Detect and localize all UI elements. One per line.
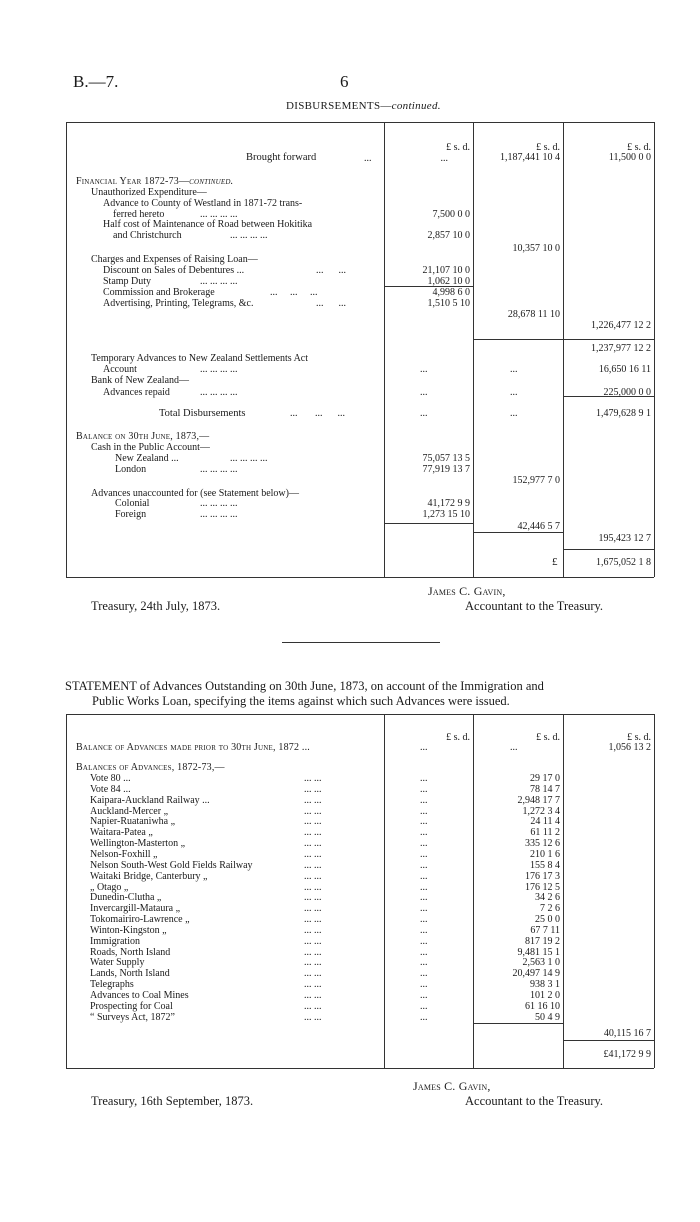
leader-dots: ... [420, 914, 428, 925]
leader-dots: ... ... ... [290, 408, 345, 419]
advance-item-value: 335 12 6 [525, 838, 560, 849]
advance-item-value: 210 1 6 [530, 849, 560, 860]
advance-item-label: Vote 84 ... [90, 784, 131, 795]
advance-item-value: 29 17 0 [530, 773, 560, 784]
charge-label: Commission and Brokerage [103, 287, 215, 298]
balance-total: 195,423 12 7 [598, 533, 651, 544]
cash-total: 152,977 7 0 [512, 475, 560, 486]
nz-value: 75,057 13 5 [422, 453, 470, 464]
advance-item-value: 101 2 0 [530, 990, 560, 1001]
leader-dots: ... ... [304, 990, 322, 1001]
bnz-label: Advances repaid [103, 387, 170, 398]
advance-item-value: 20,497 14 9 [512, 968, 560, 979]
advance-item-label: Immigration [90, 936, 140, 947]
unauthorized-total: 10,357 10 0 [512, 243, 560, 254]
london-label: London [115, 464, 147, 475]
foreign-value: 1,273 15 10 [422, 509, 470, 520]
advance-item-label: Dunedin-Clutha „ [90, 892, 162, 903]
subtotal-2: 1,237,977 12 2 [591, 343, 651, 354]
westland-label-2: ferred hereto [113, 209, 165, 220]
leader-dots: ... ... ... ... [200, 387, 238, 398]
leader-dots: ... [420, 936, 428, 947]
advance-item-label: Vote 80 ... [90, 773, 131, 784]
leader-dots: ... ... [316, 265, 346, 276]
advance-item-value: 817 19 2 [525, 936, 560, 947]
leader-dots: ... [510, 408, 518, 419]
leader-dots: ... ... [304, 816, 322, 827]
brought-forward-c2: 1,187,441 10 4 [500, 152, 560, 163]
half-cost-label-1: Half cost of Maintenance of Road between Hokitika [103, 219, 313, 230]
advance-item-value: 2,563 1 0 [522, 957, 560, 968]
advance-item-label: Roads, North Island [90, 947, 171, 958]
advance-item-label: Waitaki Bridge, Canterbury „ [90, 871, 208, 882]
temp-advances-value: 16,650 16 11 [598, 364, 651, 375]
leader-dots: ... ... [304, 773, 322, 784]
advance-item-value: 24 11 4 [530, 816, 560, 827]
temp-advances-label-2: Account [103, 364, 137, 375]
advance-item-label: Lands, North Island [90, 968, 170, 979]
leader-dots: ... ... [304, 860, 322, 871]
leader-dots: ... ... [304, 806, 322, 817]
statement-title-line-1: STATEMENT of Advances Outstanding on 30th June, 1873, on account of the Immigration and [65, 679, 544, 693]
leader-dots: ... [420, 903, 428, 914]
leader-dots: ... ... [304, 795, 322, 806]
leader-dots: ... ... [304, 957, 322, 968]
advance-item-label: Nelson-Foxhill „ [90, 849, 158, 860]
grand-total: £41,172 9 9 [603, 1049, 651, 1060]
nz-label: New Zealand ... [115, 453, 179, 464]
advance-item-label: Advances to Coal Mines [90, 990, 189, 1001]
signature-date: Treasury, 24th July, 1873. [91, 599, 221, 613]
total-value: 1,479,628 9 1 [596, 408, 651, 419]
col-header-2: £ s. d. [536, 142, 560, 153]
brought-forward-label: Brought forward [246, 152, 317, 163]
leader-dots: ... [420, 816, 428, 827]
col-header-1: £ s. d. [446, 142, 470, 153]
leader-dots: ... ... ... ... [200, 209, 238, 220]
leader-dots: ... ... ... ... [200, 509, 238, 520]
leader-dots: ... [420, 1012, 428, 1023]
advance-item-label: Nelson South-West Gold Fields Railway [90, 860, 253, 871]
leader-dots: ... ... [304, 838, 322, 849]
advance-item-label: Invercargill-Mataura „ [90, 903, 181, 914]
charge-value: 21,107 10 0 [422, 265, 470, 276]
unauthorized-heading: Unauthorized Expenditure— [91, 187, 207, 198]
leader-dots: ... [420, 925, 428, 936]
leader-dots: ... [420, 849, 428, 860]
total-label: Total Disbursements [159, 408, 246, 419]
advance-item-label: Wellington-Masterton „ [90, 838, 186, 849]
advance-item-label: Prospecting for Coal [90, 1001, 173, 1012]
leader-dots: ... ... [304, 871, 322, 882]
leader-dots: ... [420, 860, 428, 871]
leader-dots: ... [420, 827, 428, 838]
unaccounted-total: 42,446 5 7 [517, 521, 560, 532]
charge-label: Advertising, Printing, Telegrams, &c. [103, 298, 254, 309]
advance-item-value: 2,948 17 7 [517, 795, 560, 806]
advances-heading: Balances of Advances, 1872-73,— [76, 762, 225, 773]
leader-dots: ... [420, 947, 428, 958]
signature-name: James C. Gavin, [428, 584, 506, 598]
col-header-1: £ s. d. [446, 732, 470, 743]
leader-dots: ... [420, 979, 428, 990]
signature-name: James C. Gavin, [413, 1079, 491, 1093]
advance-item-label: Water Supply [90, 957, 145, 968]
colonial-label: Colonial [115, 498, 150, 509]
advance-item-value: 176 17 3 [525, 871, 560, 882]
leader-dots: ... [420, 968, 428, 979]
leader-dots: ... ... [304, 968, 322, 979]
leader-dots: ... ... ... ... [230, 453, 268, 464]
advance-item-value: 25 0 0 [535, 914, 560, 925]
balance-heading: Balance on 30th June, 1873,— [76, 431, 210, 442]
leader-dots: ... ... [304, 947, 322, 958]
charge-label: Discount on Sales of Debentures ... [103, 265, 245, 276]
leader-dots: ... ... ... ... [230, 230, 268, 241]
leader-dots: ... [420, 1001, 428, 1012]
charge-value: 1,062 10 0 [427, 276, 470, 287]
charge-label: Stamp Duty [103, 276, 152, 287]
leader-dots: ... [420, 838, 428, 849]
leader-dots: ... ... [316, 298, 346, 309]
advance-item-value: 78 14 7 [530, 784, 560, 795]
advance-item-label: “ Surveys Act, 1872” [90, 1012, 175, 1023]
bnz-value: 225,000 0 0 [603, 387, 651, 398]
leader-dots: ... ... [304, 936, 322, 947]
leader-dots: ... [420, 882, 428, 893]
charges-total: 28,678 11 10 [507, 309, 560, 320]
document-reference: B.—7. [73, 72, 119, 91]
leader-dots: ... [364, 153, 372, 164]
bnz-heading: Bank of New Zealand— [91, 375, 190, 386]
leader-dots: ... [510, 364, 518, 375]
leader-dots: ... ... [304, 914, 322, 925]
advance-item-label: Tokomairiro-Lawrence „ [90, 914, 190, 925]
leader-dots: ... [510, 742, 518, 753]
charges-heading: Charges and Expenses of Raising Loan— [91, 254, 258, 265]
leader-dots: ... ... ... ... [200, 276, 238, 287]
leader-dots: ... ... ... ... [200, 498, 238, 509]
foreign-label: Foreign [115, 509, 147, 520]
brought-forward-c1: ... [440, 153, 448, 164]
disbursements-title: DISBURSEMENTS—continued. [286, 100, 441, 112]
advance-item-label: Telegraphs [90, 979, 134, 990]
prior-balance-label: Balance of Advances made prior to 30th June, 1872 ... [76, 742, 310, 753]
leader-dots: ... [420, 364, 428, 375]
col-header-3: £ s. d. [627, 142, 651, 153]
charge-value: 1,510 5 10 [427, 298, 470, 309]
col-header-2: £ s. d. [536, 732, 560, 743]
leader-dots: ... ... [304, 925, 322, 936]
pound-sign: £ [552, 556, 558, 568]
advance-item-value: 938 3 1 [530, 979, 560, 990]
leader-dots: ... [420, 892, 428, 903]
leader-dots: ... [420, 784, 428, 795]
leader-dots: ... ... [304, 903, 322, 914]
leader-dots: ... ... [304, 1012, 322, 1023]
leader-dots: ... [420, 773, 428, 784]
charge-value: 4,998 6 0 [432, 287, 470, 298]
prior-balance-value: 1,056 13 2 [608, 742, 651, 753]
leader-dots: ... ... [304, 827, 322, 838]
temp-advances-label-1: Temporary Advances to New Zealand Settlements Act [91, 353, 309, 364]
cash-heading: Cash in the Public Account— [91, 442, 210, 453]
leader-dots: ... ... ... ... [200, 364, 238, 375]
advance-item-value: 61 16 10 [525, 1001, 560, 1012]
signature-title: Accountant to the Treasury. [465, 599, 604, 613]
leader-dots: ... ... [304, 784, 322, 795]
fy-heading: Financial Year 1872-73—continued. [76, 176, 234, 187]
leader-dots: ... [510, 387, 518, 398]
leader-dots: ... [420, 871, 428, 882]
section-divider [282, 642, 440, 643]
london-value: 77,919 13 7 [422, 464, 470, 475]
advance-item-label: Waitara-Patea „ [90, 827, 153, 838]
unaccounted-heading: Advances unaccounted for (see Statement below)— [91, 488, 299, 499]
leader-dots: ... [420, 742, 428, 753]
advance-item-label: Napier-Ruataniwha „ [90, 816, 176, 827]
advance-item-value: 61 11 2 [530, 827, 560, 838]
page-number: 6 [340, 72, 349, 91]
westland-label-1: Advance to County of Westland in 1871-72 trans- [103, 198, 303, 209]
advance-item-label: „ Otago „ [90, 882, 129, 893]
signature-date: Treasury, 16th September, 1873. [91, 1094, 254, 1108]
advance-item-value: 50 4 9 [535, 1012, 560, 1023]
leader-dots: ... [420, 957, 428, 968]
leader-dots: ... ... [304, 892, 322, 903]
statement-title-line-2: Public Works Loan, specifying the items against which such Advances were issued. [92, 694, 510, 708]
advance-item-value: 176 12 5 [525, 882, 560, 893]
signature-title: Accountant to the Treasury. [465, 1094, 604, 1108]
leader-dots: ... [420, 795, 428, 806]
leader-dots: ... ... ... ... [200, 464, 238, 475]
leader-dots: ... ... [304, 882, 322, 893]
leader-dots: ... ... [304, 849, 322, 860]
leader-dots: ... [420, 990, 428, 1001]
subtotal-1: 1,226,477 12 2 [591, 320, 651, 331]
grand-total: 1,675,052 1 8 [596, 557, 651, 568]
leader-dots: ... ... [304, 1001, 322, 1012]
leader-dots: ... ... [304, 979, 322, 990]
advance-item-value: 34 2 6 [535, 892, 560, 903]
advance-item-label: Kaipara-Auckland Railway ... [90, 795, 210, 806]
advance-item-label: Winton-Kingston „ [90, 925, 167, 936]
advance-item-value: 9,481 15 1 [517, 947, 560, 958]
leader-dots: ... [420, 408, 428, 419]
advance-item-label: Auckland-Mercer „ [90, 806, 169, 817]
advance-item-value: 67 7 11 [530, 925, 560, 936]
advance-item-value: 155 8 4 [530, 860, 560, 871]
leader-dots: ... [420, 387, 428, 398]
col-header-3: £ s. d. [627, 732, 651, 743]
advance-item-value: 1,272 3 4 [522, 806, 560, 817]
half-cost-label-2: and Christchurch [113, 230, 182, 241]
half-cost-value: 2,857 10 0 [427, 230, 470, 241]
items-total: 40,115 16 7 [603, 1028, 651, 1039]
leader-dots: ... ... ... [270, 287, 318, 298]
leader-dots: ... [420, 806, 428, 817]
colonial-value: 41,172 9 9 [427, 498, 470, 509]
advance-item-value: 7 2 6 [540, 903, 560, 914]
brought-forward-c3: 11,500 0 0 [608, 152, 651, 163]
westland-value: 7,500 0 0 [432, 209, 470, 220]
